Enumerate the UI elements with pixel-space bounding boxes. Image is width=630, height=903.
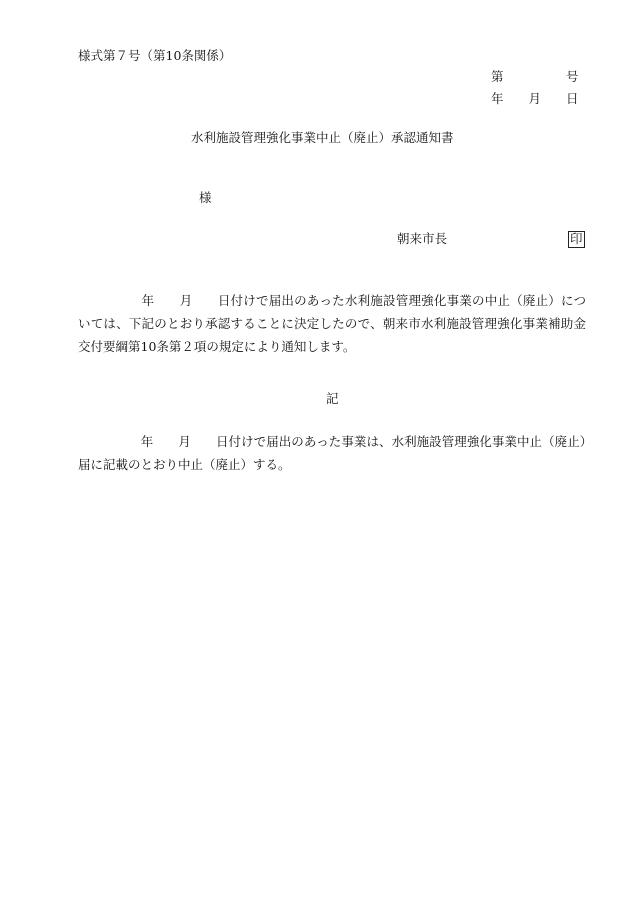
- seal-mark: 印: [570, 231, 583, 246]
- form-label: 様式第７号（第10条関係）: [78, 48, 232, 63]
- issuer-name: 朝来市長: [397, 231, 448, 246]
- document-date: 年 月 日: [491, 91, 579, 106]
- document-title: 水利施設管理強化事業中止（廃止）承認通知書: [191, 130, 454, 145]
- body-paragraph: 年 月 日付けで届出のあった水利施設管理強化事業の中止（廃止）については、下記のとおり承認することに決定したので、朝来市水利施設管理強化事業補助金交付要綱第10条第２項の規定により通知します。: [78, 293, 586, 354]
- addressee-suffix: 様: [199, 190, 212, 205]
- detail-paragraph: 年 月 日付けで届出のあった事業は、水利施設管理強化事業中止（廃止）届に記載のとおり中止（廃止）する。: [78, 434, 586, 472]
- document-number: 第 号: [491, 69, 579, 84]
- ki-heading: 記: [326, 391, 339, 406]
